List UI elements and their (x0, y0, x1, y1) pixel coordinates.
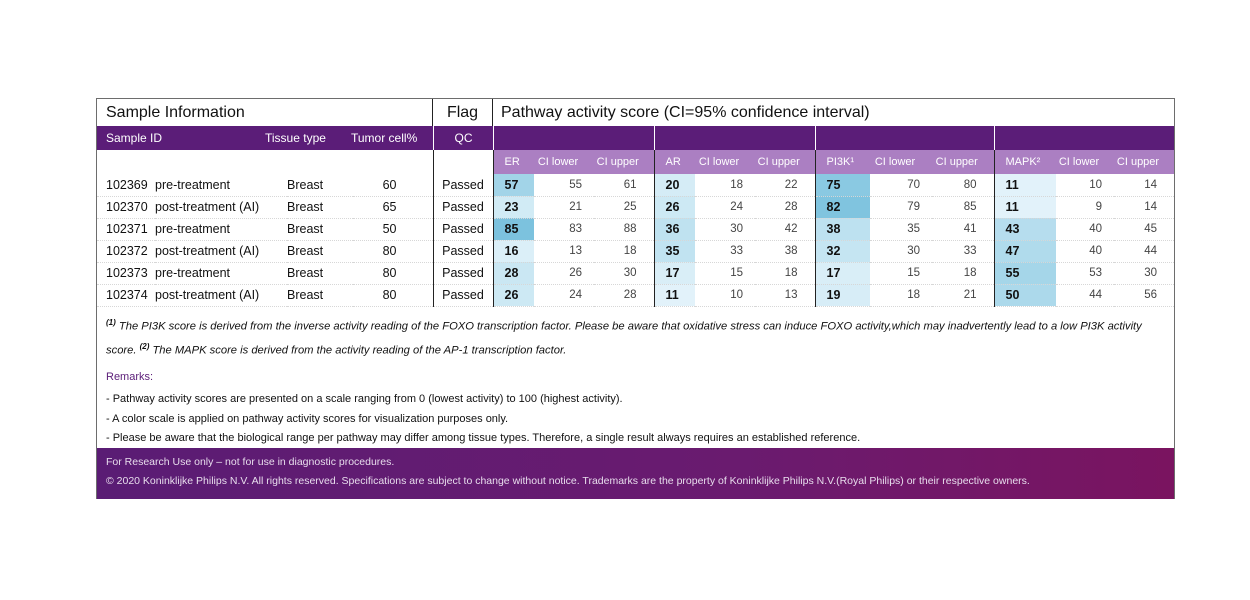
pathway-score-cell: 57 (493, 174, 534, 196)
footer-copyright: © 2020 Koninklijke Philips N.V. All rights reserved. Specifications are subject to change without notice. Trademarks are the property of Koninklijke Philips N.V.(Royal Philips) or their respective owners. (106, 475, 1030, 487)
tumor-cell-header: Tumor cell% (351, 131, 418, 145)
ci-upper-cell: 22 (755, 174, 815, 196)
tissue-type-cell: Breast (287, 196, 353, 218)
ci-lower-cell: 15 (695, 262, 755, 284)
ci-upper-cell: 30 (1114, 262, 1174, 284)
treatment-cell: post-treatment (AI) (155, 196, 287, 218)
ci-upper-cell: 44 (1114, 240, 1174, 262)
ci-lower-cell: 40 (1056, 218, 1114, 240)
blank-cell (433, 150, 493, 174)
ci-lower-cell: 9 (1056, 196, 1114, 218)
pathway-score-cell: 38 (815, 218, 870, 240)
tissue-type-cell: Breast (287, 240, 353, 262)
footer-research-use: For Research Use only – not for use in diagnostic procedures. (106, 456, 395, 468)
tissue-type-cell: Breast (287, 174, 353, 196)
ci-lower-cell: 53 (1056, 262, 1114, 284)
blank-cell (287, 150, 353, 174)
pathway-score-cell: 32 (815, 240, 870, 262)
ci-upper-header: CI upper (932, 150, 994, 174)
sample-id-cell: 102374 (97, 284, 155, 306)
ci-lower-cell: 13 (534, 240, 594, 262)
ci-lower-header: CI lower (695, 150, 755, 174)
tumor-cell-cell: 65 (353, 196, 433, 218)
ci-upper-cell: 14 (1114, 174, 1174, 196)
footnote-marker-1: (1) (106, 318, 116, 327)
tissue-type-cell: Breast (287, 218, 353, 240)
ci-lower-cell: 44 (1056, 284, 1114, 306)
tissue-type-cell: Breast (287, 262, 353, 284)
pathway-score-cell: 19 (815, 284, 870, 306)
treatment-cell: post-treatment (AI) (155, 284, 287, 306)
ci-upper-cell: 28 (594, 284, 654, 306)
pathway-name-header: ER (493, 150, 534, 174)
ci-upper-cell: 18 (932, 262, 994, 284)
treatment-cell: pre-treatment (155, 174, 287, 196)
table-row (97, 284, 1174, 306)
pathway-score-cell: 85 (493, 218, 534, 240)
footnote-marker-2: (2) (139, 341, 150, 351)
qc-status-cell: Passed (433, 196, 493, 218)
table-row (97, 196, 1174, 218)
ci-upper-cell: 13 (755, 284, 815, 306)
footnote-text-2: The MAPK score is derived from the activity reading of the AP-1 transcription factor. (149, 344, 567, 357)
ci-lower-cell: 18 (695, 174, 755, 196)
ci-upper-cell: 18 (755, 262, 815, 284)
ci-lower-header: CI lower (1056, 150, 1114, 174)
pathway-score-cell: 11 (994, 174, 1056, 196)
ci-lower-cell: 79 (870, 196, 932, 218)
ci-lower-cell: 40 (1056, 240, 1114, 262)
ci-upper-cell: 61 (594, 174, 654, 196)
ci-upper-cell: 14 (1114, 196, 1174, 218)
ci-lower-cell: 24 (534, 284, 594, 306)
pathway-name-header: PI3K¹ (815, 150, 870, 174)
table-row (97, 262, 1174, 284)
pathway-score-cell: 50 (994, 284, 1056, 306)
blank-cell (97, 150, 155, 174)
remark-item: - Pathway activity scores are presented on a scale ranging from 0 (lowest activity) to 100 (highest activity). (106, 393, 623, 405)
sample-id-cell: 102370 (97, 196, 155, 218)
pathway-score-heading: Pathway activity score (CI=95% confidence interval) (501, 104, 870, 121)
tumor-cell-cell: 80 (353, 284, 433, 306)
qc-status-cell: Passed (433, 262, 493, 284)
treatment-cell: pre-treatment (155, 218, 287, 240)
tumor-cell-cell: 60 (353, 174, 433, 196)
blank-cell (353, 150, 433, 174)
ci-lower-header: CI lower (534, 150, 594, 174)
pathway-score-cell: 28 (493, 262, 534, 284)
ci-lower-cell: 21 (534, 196, 594, 218)
remark-item: - Please be aware that the biological range per pathway may differ among tissue types. Therefore, a single result always requires an established reference. (106, 432, 861, 444)
ci-lower-cell: 55 (534, 174, 594, 196)
ci-upper-cell: 30 (594, 262, 654, 284)
table-row (97, 174, 1174, 196)
pathway-score-cell: 11 (994, 196, 1056, 218)
ci-lower-cell: 24 (695, 196, 755, 218)
ci-upper-header: CI upper (594, 150, 654, 174)
tumor-cell-cell: 50 (353, 218, 433, 240)
pathway-score-cell: 17 (815, 262, 870, 284)
tissue-type-header: Tissue type (265, 131, 326, 145)
blank-cell (155, 150, 287, 174)
pathway-score-cell: 43 (994, 218, 1056, 240)
sample-id-cell: 102369 (97, 174, 155, 196)
ci-lower-cell: 15 (870, 262, 932, 284)
ci-upper-cell: 45 (1114, 218, 1174, 240)
pathway-score-cell: 47 (994, 240, 1056, 262)
tumor-cell-cell: 80 (353, 262, 433, 284)
remarks-title: Remarks: (106, 371, 154, 383)
ci-lower-cell: 26 (534, 262, 594, 284)
ci-lower-cell: 30 (870, 240, 932, 262)
sample-id-cell: 102371 (97, 218, 155, 240)
ci-upper-header: CI upper (755, 150, 815, 174)
pathway-score-cell: 11 (654, 284, 695, 306)
ci-upper-cell: 41 (932, 218, 994, 240)
table-row (97, 218, 1174, 240)
remark-item: - A color scale is applied on pathway activity scores for visualization purposes only. (106, 412, 509, 425)
pathway-score-cell: 82 (815, 196, 870, 218)
qc-status-cell: Passed (433, 284, 493, 306)
treatment-cell: pre-treatment (155, 262, 287, 284)
pathway-name-header: MAPK² (994, 150, 1056, 174)
results-table (97, 150, 1174, 307)
sample-id-header: Sample ID (106, 131, 163, 145)
tumor-cell-cell: 80 (353, 240, 433, 262)
ci-lower-cell: 30 (695, 218, 755, 240)
ci-lower-cell: 33 (695, 240, 755, 262)
ci-lower-cell: 10 (1056, 174, 1114, 196)
ci-upper-cell: 88 (594, 218, 654, 240)
ci-upper-cell: 33 (932, 240, 994, 262)
pathway-score-cell: 35 (654, 240, 695, 262)
ci-upper-header: CI upper (1114, 150, 1174, 174)
ci-upper-cell: 38 (755, 240, 815, 262)
footnote-text-1: The PI3K score is derived from the inverse activity reading of the FOXO transcription factor. Please be aware that oxidative stress can induce FOXO activity,which may inadvertently lead to a low PI3K activity score. (106, 320, 1142, 357)
pathway-score-cell: 23 (493, 196, 534, 218)
ci-upper-cell: 80 (932, 174, 994, 196)
remarks-list (106, 390, 860, 449)
pathway-score-cell: 26 (654, 196, 695, 218)
sample-id-cell: 102372 (97, 240, 155, 262)
table-row (97, 240, 1174, 262)
flag-heading: Flag (433, 99, 493, 126)
ci-upper-cell: 85 (932, 196, 994, 218)
tissue-type-cell: Breast (287, 284, 353, 306)
pathway-score-cell: 16 (493, 240, 534, 262)
ci-upper-cell: 18 (594, 240, 654, 262)
ci-upper-cell: 21 (932, 284, 994, 306)
pathway-score-cell: 55 (994, 262, 1056, 284)
ci-lower-cell: 10 (695, 284, 755, 306)
ci-upper-cell: 28 (755, 196, 815, 218)
ci-upper-cell: 56 (1114, 284, 1174, 306)
subheader-bar (97, 126, 1174, 150)
pathway-score-cell: 20 (654, 174, 695, 196)
pathway-score-cell: 75 (815, 174, 870, 196)
sample-id-cell: 102373 (97, 262, 155, 284)
ci-upper-cell: 25 (594, 196, 654, 218)
qc-header: QC (433, 126, 493, 150)
footer-banner (97, 448, 1174, 499)
pathway-column-header-row (97, 150, 1174, 174)
ci-lower-cell: 35 (870, 218, 932, 240)
footnote (106, 313, 1156, 360)
pathway-score-cell: 17 (654, 262, 695, 284)
qc-status-cell: Passed (433, 218, 493, 240)
pathway-report (96, 98, 1175, 499)
pathway-score-cell: 36 (654, 218, 695, 240)
pathway-name-header: AR (654, 150, 695, 174)
ci-upper-cell: 42 (755, 218, 815, 240)
ci-lower-cell: 18 (870, 284, 932, 306)
ci-lower-header: CI lower (870, 150, 932, 174)
ci-lower-cell: 83 (534, 218, 594, 240)
qc-status-cell: Passed (433, 240, 493, 262)
treatment-cell: post-treatment (AI) (155, 240, 287, 262)
qc-status-cell: Passed (433, 174, 493, 196)
sample-information-heading: Sample Information (97, 99, 433, 126)
ci-lower-cell: 70 (870, 174, 932, 196)
pathway-score-cell: 26 (493, 284, 534, 306)
